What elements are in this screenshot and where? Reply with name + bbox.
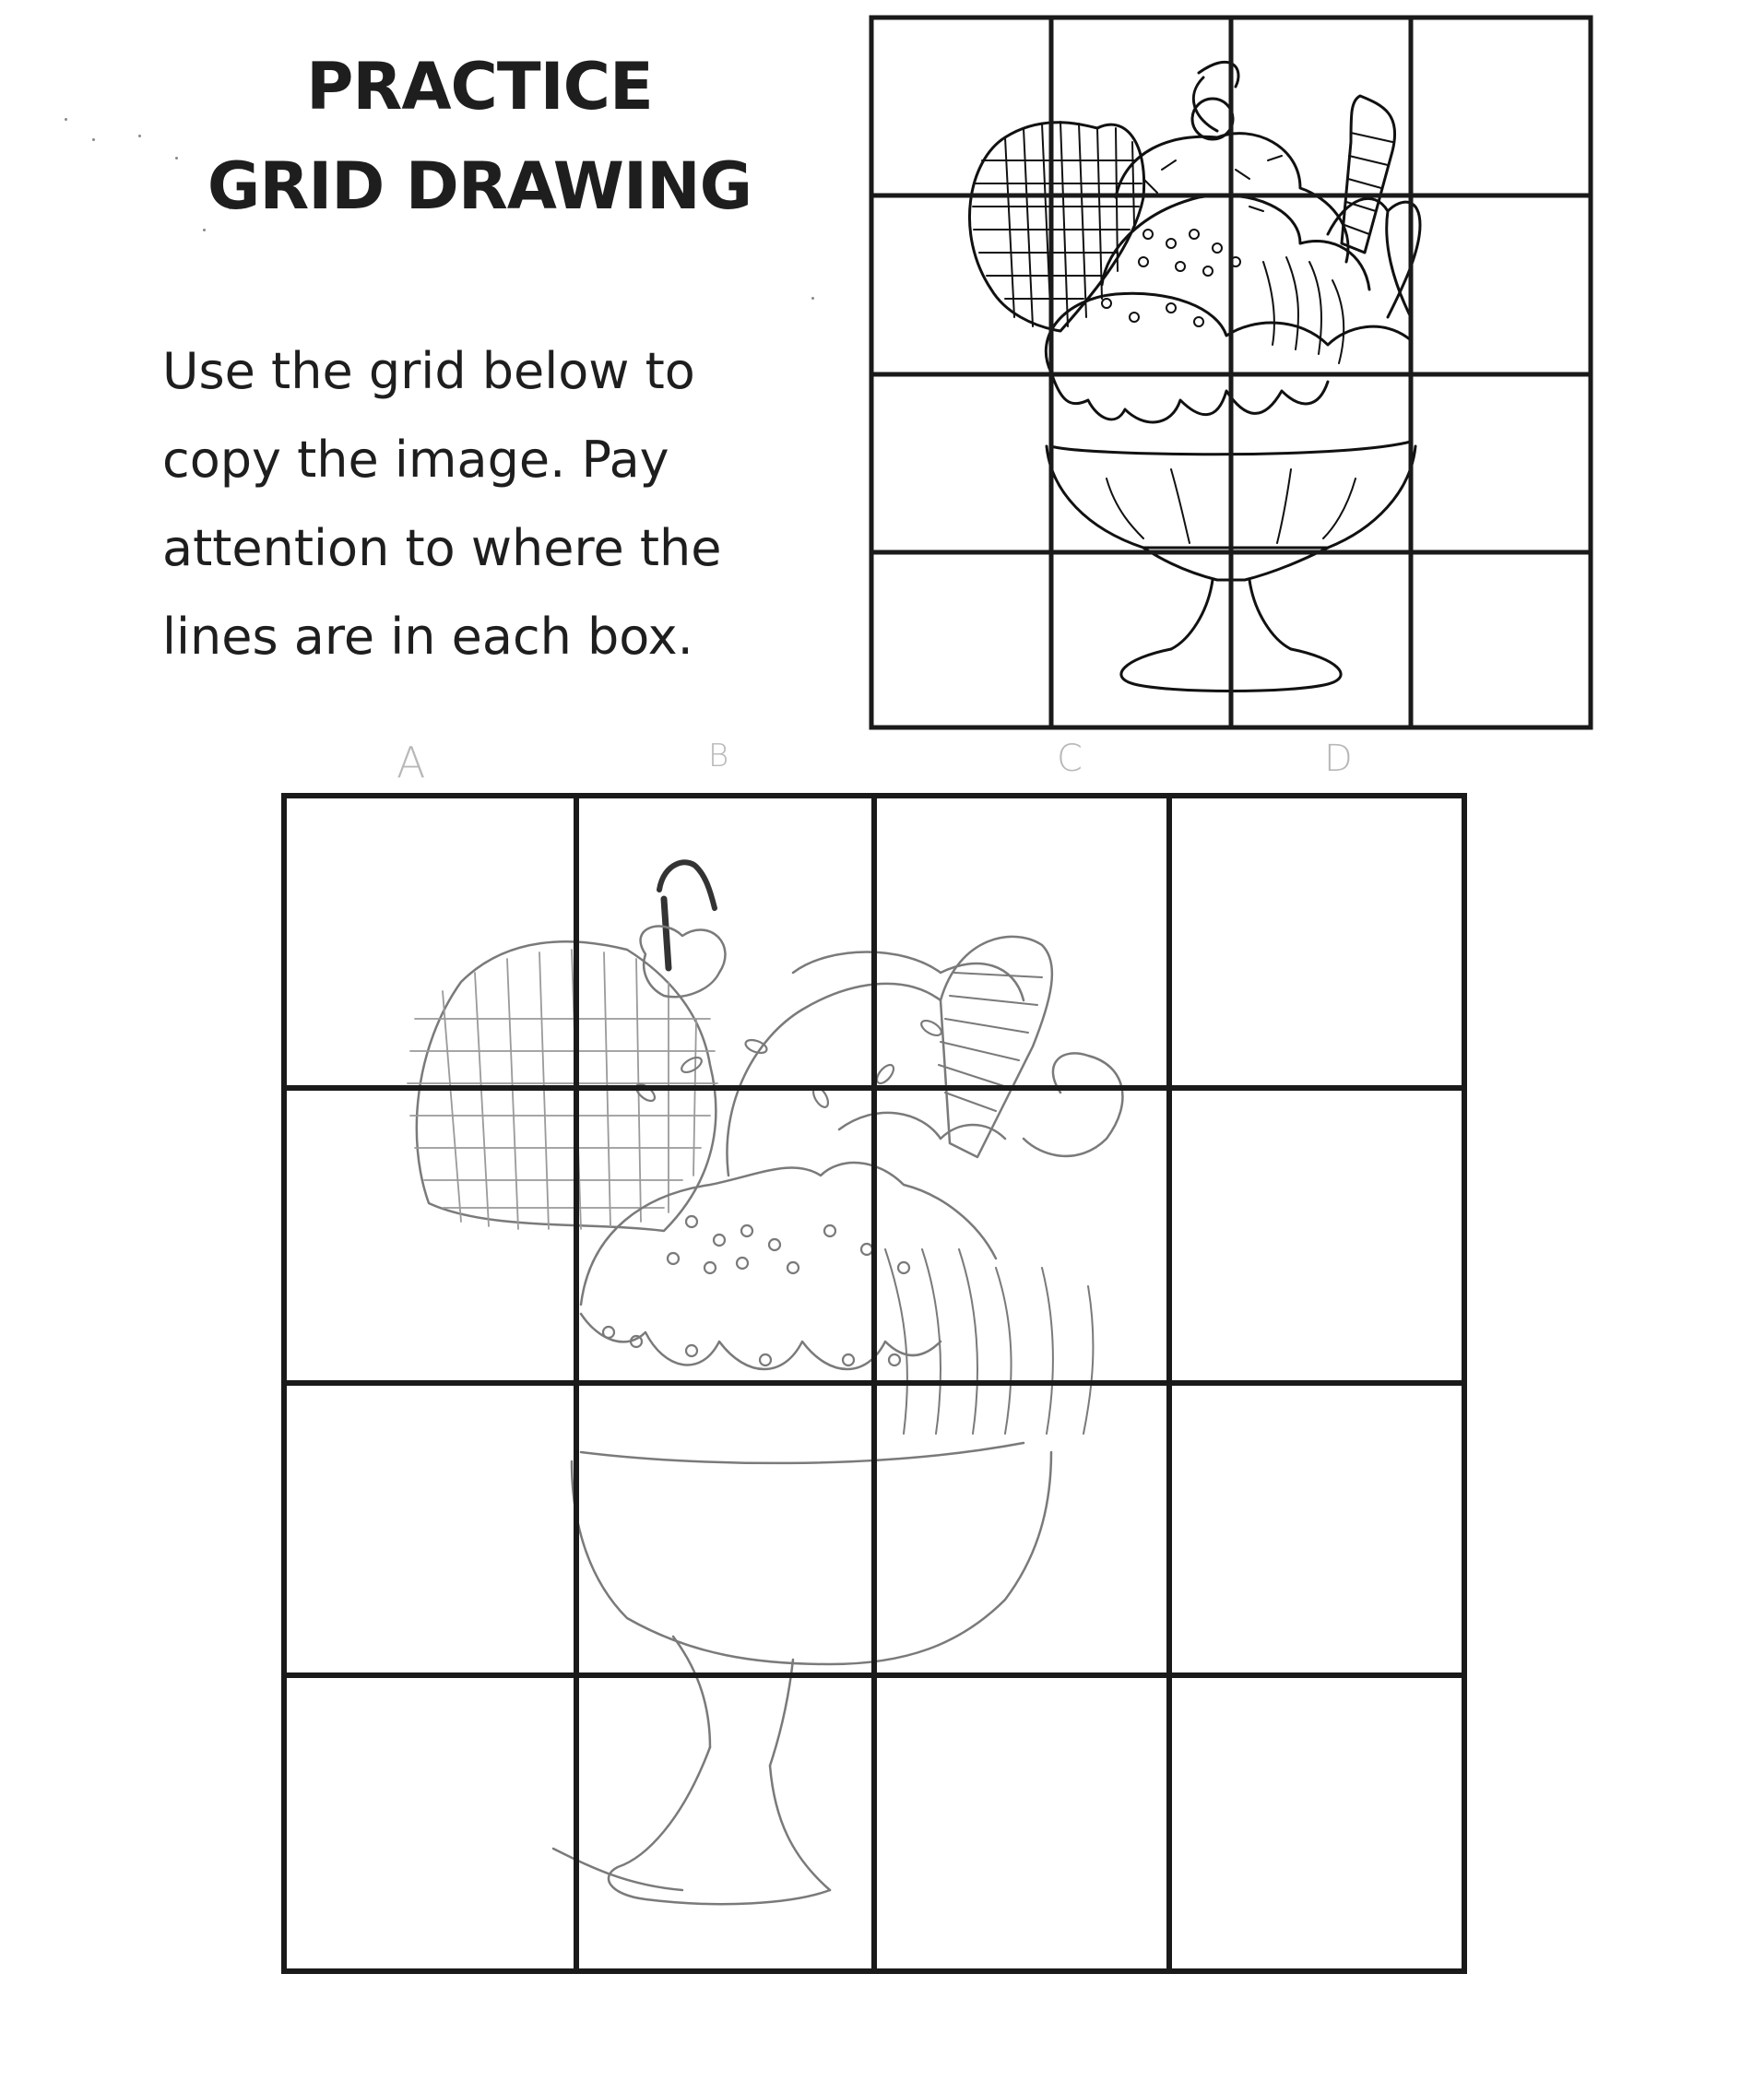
- scan-speck: [65, 118, 67, 121]
- scan-speck: [92, 138, 95, 141]
- reference-grid: [867, 13, 1595, 732]
- instruction-line-2: copy the image. Pay: [162, 431, 669, 489]
- practice-grid-lines: [284, 796, 1464, 1971]
- reference-grid-lines: [871, 18, 1591, 727]
- column-letter-d: D: [1324, 738, 1353, 780]
- title-line-2: GRID DRAWING: [207, 148, 752, 224]
- practice-grid: [277, 788, 1475, 1987]
- instruction-line-1: Use the grid below to: [162, 342, 695, 400]
- column-letter-c: C: [1057, 738, 1083, 780]
- worksheet-title: [175, 37, 784, 236]
- column-letter-b: B: [708, 738, 729, 774]
- scan-speck: [811, 297, 814, 300]
- instruction-line-3: attention to where the: [162, 519, 722, 577]
- column-letter-a: A: [397, 738, 426, 787]
- instructions: [162, 327, 789, 681]
- instruction-line-4: lines are in each box.: [162, 608, 693, 666]
- scan-speck: [138, 135, 141, 137]
- title-line-1: PRACTICE: [306, 49, 653, 124]
